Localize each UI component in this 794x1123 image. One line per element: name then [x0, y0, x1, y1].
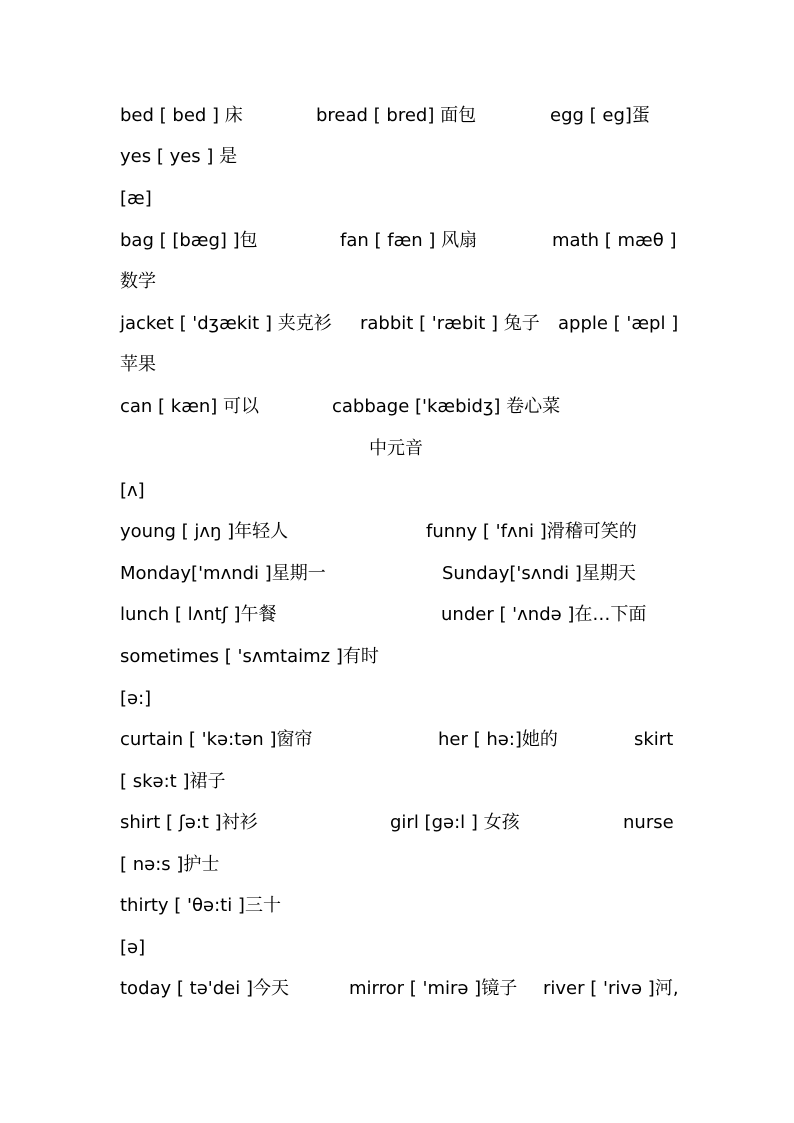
vocab-line: [0, 643, 794, 671]
phoneme-heading: [0, 185, 794, 213]
vocab-entry: funny [ 'fʌni ]滑稽可笑的: [426, 521, 637, 542]
vocab-entry: curtain [ 'kə:tən ]窗帘: [120, 729, 313, 750]
vocab-line: [0, 518, 794, 546]
vocab-entry: cabbage ['kæbidʒ] 卷心菜: [332, 396, 561, 417]
vocab-entry: egg [ eg]蛋: [550, 105, 650, 126]
vocab-entry: thirty [ 'θə:ti ]三十: [120, 895, 281, 916]
vocab-entry: sometimes [ 'sʌmtaimz ]有时: [120, 646, 379, 667]
vocab-entry: bag [ [bæg] ]包: [120, 230, 258, 251]
phoneme-label: [ə]: [120, 937, 146, 958]
vocab-entry: under [ 'ʌndə ]在…下面: [441, 604, 647, 625]
vocab-entry: shirt [ ʃə:t ]衬衫: [120, 812, 258, 833]
vocab-entry: jacket [ 'dʒækit ] 夹克衫: [120, 313, 332, 334]
section-title: 中元音: [369, 438, 423, 459]
vocab-entry: lunch [ lʌntʃ ]午餐: [120, 604, 277, 625]
vocab-line: [0, 726, 794, 754]
vocab-entry: mirror [ 'mirə ]镜子: [349, 978, 518, 999]
vocab-entry: fan [ fæn ] 风扇: [340, 230, 478, 251]
vocab-line: [0, 851, 794, 879]
vocab-entry: girl [gə:l ] 女孩: [390, 812, 520, 833]
vocab-entry: [ nə:s ]护士: [120, 854, 220, 875]
vocab-line: [0, 268, 794, 296]
phoneme-label: [ʌ]: [120, 480, 145, 501]
vocab-entry: bread [ bred] 面包: [316, 105, 477, 126]
vocab-entry: math [ mæθ ]: [552, 230, 677, 251]
phoneme-heading: [0, 934, 794, 962]
vocab-line: [0, 809, 794, 837]
vocab-entry: river [ 'rivə ]河,: [543, 978, 679, 999]
vocab-entry: 数学: [120, 271, 156, 292]
vocab-entry: young [ jʌŋ ]年轻人: [120, 521, 289, 542]
vocab-entry: can [ kæn] 可以: [120, 396, 260, 417]
vocab-line: [0, 227, 794, 255]
vocab-entry: her [ hə:]她的: [438, 729, 558, 750]
vocab-line: [0, 102, 794, 130]
vocab-line: [0, 393, 794, 421]
phoneme-heading: [0, 685, 794, 713]
vocab-line: [0, 975, 794, 1003]
vocab-entry: Sunday['sʌndi ]星期天: [442, 563, 636, 584]
vocab-entry: apple [ 'æpl ]: [558, 313, 679, 334]
vocab-entry: today [ tə'dei ]今天: [120, 978, 289, 999]
vocab-entry: skirt: [634, 729, 674, 750]
vocab-entry: [ skə:t ]裙子: [120, 771, 226, 792]
vocab-entry: Monday['mʌndi ]星期一: [120, 563, 326, 584]
vocab-line: [0, 601, 794, 629]
vocab-line: [0, 892, 794, 920]
section-heading: [0, 435, 794, 463]
phoneme-label: [æ]: [120, 188, 152, 209]
vocab-line: [0, 310, 794, 338]
phoneme-heading: [0, 477, 794, 505]
vocab-entry: 苹果: [120, 354, 156, 375]
vocab-line: [0, 768, 794, 796]
vocab-entry: bed [ bed ] 床: [120, 105, 243, 126]
vocab-entry: yes [ yes ] 是: [120, 146, 238, 167]
vocab-entry: rabbit [ 'ræbit ] 兔子: [360, 313, 540, 334]
vocab-line: [0, 560, 794, 588]
phoneme-label: [ə:]: [120, 688, 152, 709]
vocab-entry: nurse: [623, 812, 674, 833]
vocab-line: [0, 143, 794, 171]
vocab-line: [0, 351, 794, 379]
